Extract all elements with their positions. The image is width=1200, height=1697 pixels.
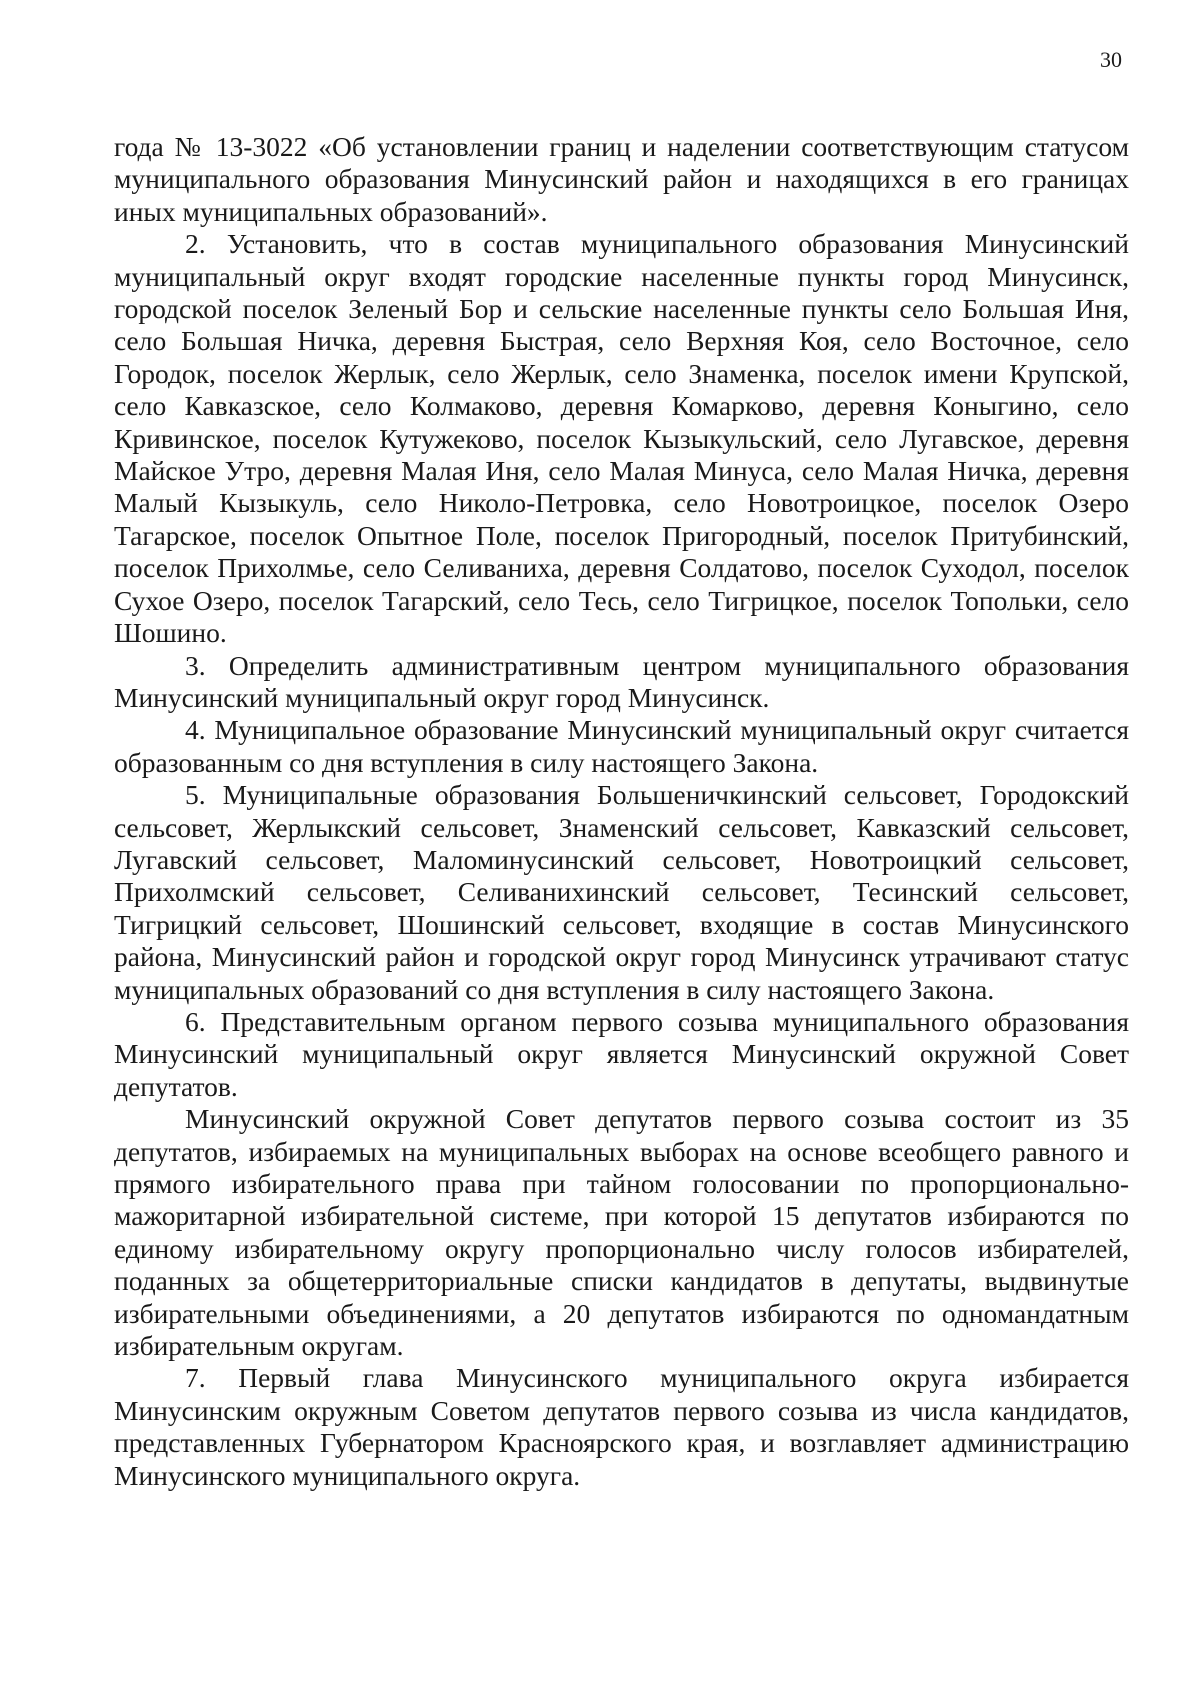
page-number: 30 bbox=[1100, 47, 1122, 72]
document-body bbox=[114, 131, 1129, 1492]
paragraph-item-6: 6. Представительным органом первого созыва муниципального образования Минусинский муниципальный округ является Минусинский окружной Совет депутатов. bbox=[114, 1005, 1129, 1102]
paragraph-item-4: 4. Муниципальное образование Минусинский муниципальный округ считается образованным со дня вступления в силу настоящего Закона. bbox=[114, 714, 1129, 778]
paragraph-continuation: года № 13-3022 «Об установлении границ и наделении соответствующим статусом муниципального образования Минусинский район и находящихся в его границах иных муниципальных образований». bbox=[114, 131, 1129, 227]
paragraph-item-6-part-2: Минусинский окружной Совет депутатов первого созыва состоит из 35 депутатов, избираемых на муниципальных выборах на основе всеобщего равного и прямого избирательного права при тайном голосовании по пропорционально-мажоритарной избирательной системе, при которой 15 депутатов избираются по единому избирательному округу пропорционально числу голосов избирателей, поданных за общетерриториальные списки кандидатов в депутаты, выдвинутые избирательными объединениями, а 20 депутатов избираются по одномандатным избирательным округам. bbox=[114, 1103, 1129, 1362]
paragraph-item-3: 3. Определить административным центром муниципального образования Минусинский муниципальный округ город Минусинск. bbox=[114, 649, 1129, 713]
paragraph-item-2: 2. Установить, что в состав муниципального образования Минусинский муниципальный округ входят городские населенные пункты город Минусинск, городской поселок Зеленый Бор и сельские населенные пункты село Большая Иня, село Большая Ничка, деревня Быстрая, село Верхняя Коя, село Восточное, село Городок, поселок Жерлык, село Жерлык, село Знаменка, поселок имени Крупской, село Кавказское, село Колмаково, деревня Комарково, деревня Коныгино, село Кривинское, поселок Кутужеково, поселок Кызыкульский, село Лугавское, деревня Майское Утро, деревня Малая Иня, село Малая Минуса, село Малая Ничка, деревня Малый Кызыкуль, село Николо-Петровка, село Новотроицкое, поселок Озеро Тагарское, поселок Опытное Поле, поселок Пригородный, поселок Притубинский, поселок Прихолмье, село Селиваниха, деревня Солдатово, поселок Суходол, поселок Сухое Озеро, поселок Тагарский, село Тесь, село Тигрицкое, поселок Топольки, село Шошино. bbox=[114, 228, 1129, 649]
paragraph-item-7: 7. Первый глава Минусинского муниципального округа избирается Минусинским окружным Советом депутатов первого созыва из числа кандидатов, представленных Губернатором Красноярского края, и возглавляет администрацию Минусинского муниципального округа. bbox=[114, 1362, 1129, 1491]
paragraph-item-5: 5. Муниципальные образования Большеничкинский сельсовет, Городокский сельсовет, Жерлыкский сельсовет, Знаменский сельсовет, Кавказский сельсовет, Лугавский сельсовет, Маломинусинский сельсовет, Новотроицкий сельсовет, Прихолмский сельсовет, Селиванихинский сельсовет, Тесинский сельсовет, Тигрицкий сельсовет, Шошинский сельсовет, входящие в состав Минусинского района, Минусинский район и городской округ город Минусинск утрачивают статус муниципальных образований со дня вступления в силу настоящего Закона. bbox=[114, 779, 1129, 1005]
